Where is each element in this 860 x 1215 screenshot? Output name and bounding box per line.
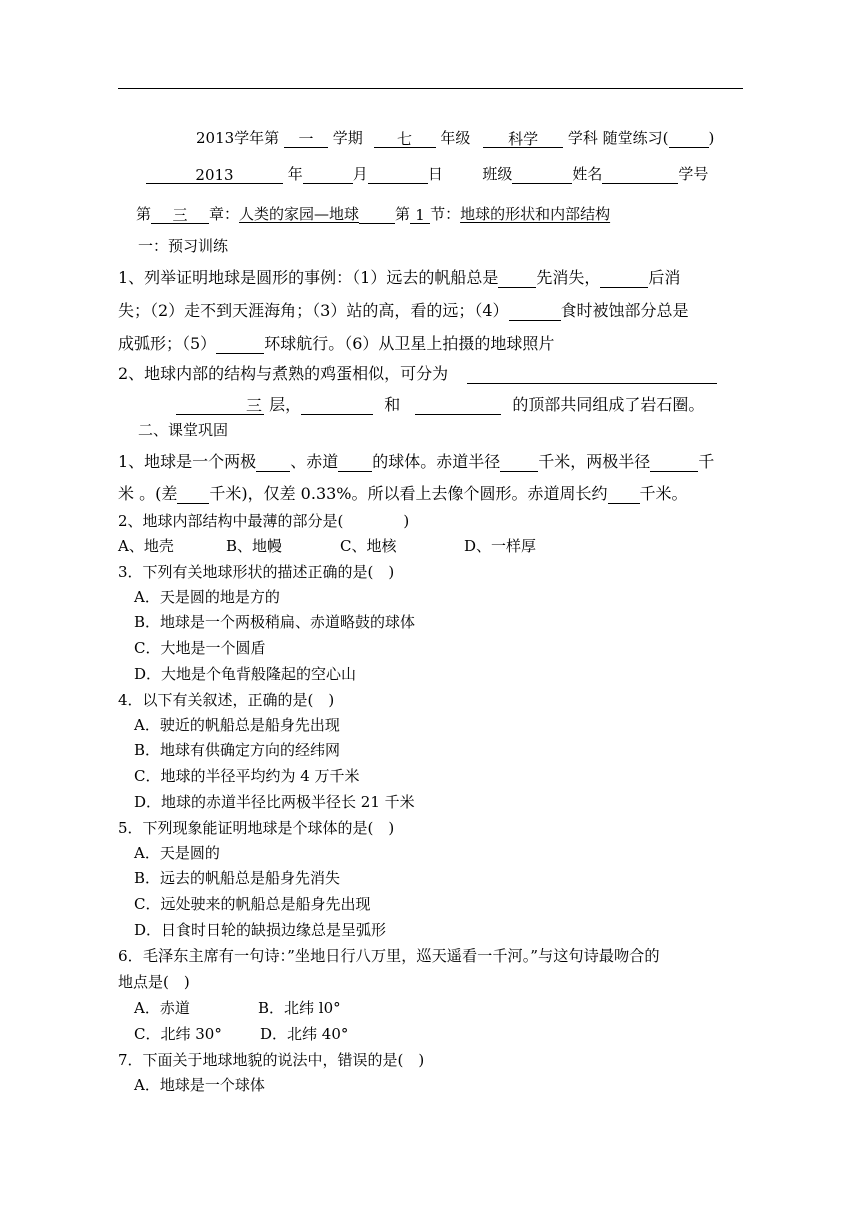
p2-q1-line2 — [118, 484, 748, 504]
section-jie: 节： — [430, 205, 461, 223]
p1-q1-line1 — [118, 268, 748, 288]
chapter-line — [136, 204, 766, 224]
subject-value: 科学 — [483, 129, 563, 148]
p1-q1-text-g: 环球航行。（6）从卫星上拍摄的地球照片 — [264, 334, 555, 353]
chapter-di: 第 — [136, 205, 152, 223]
p2-q2: 2、地球内部结构中最薄的部分是( ) — [118, 512, 410, 530]
header-line-2 — [146, 164, 776, 184]
p2-q1-text-d: 千米，两极半径 — [538, 452, 651, 471]
chapter-zhang: 章： — [209, 205, 240, 223]
p2-q1-text-c: 的球体。赤道半径 — [372, 452, 501, 471]
p1-q2-text-a: 2、地球内部的结构与煮熟的鸡蛋相似，可分为 — [118, 364, 449, 383]
term-label: 学期 — [332, 129, 363, 147]
class-label: 班级 — [482, 165, 513, 183]
option-d: D．地球的赤道半径比两极半径长 21 千米 — [134, 793, 415, 811]
option-d: D．北纬 40° — [260, 1025, 349, 1043]
p2-q1-text-b: 、赤道 — [290, 452, 339, 471]
header-line-1 — [196, 128, 826, 148]
p2-q1-line1 — [118, 452, 748, 472]
header-rule — [118, 88, 743, 89]
chapter-number: 三 — [151, 205, 209, 224]
option-d: D．大地是个龟背般隆起的空心山 — [134, 665, 357, 683]
p1-q1-text-c: 后消 — [648, 268, 681, 287]
p1-q1-text-b: 先消失， — [536, 268, 601, 287]
p1-q2-text-b: 层， — [269, 395, 302, 414]
grade-value: 七 — [374, 129, 436, 148]
p1-q2-text-d: 的顶部共同组成了岩石圈。 — [512, 395, 705, 414]
p2-q6-options-row2 — [134, 1024, 764, 1044]
p2-q2-options — [118, 536, 748, 556]
section-title: 地球的形状和内部结构 — [460, 205, 611, 223]
p2-q1-text-g: 千米)，仅差 0.33%。所以看上去像个圆形。赤道周长约 — [209, 484, 608, 503]
p2-q1-text-f: 米 。(差 — [118, 484, 178, 503]
year-label: 2013学年第 — [196, 129, 280, 147]
option-a: A．天是圆的 — [134, 844, 220, 862]
p2-q6-line1: 6．毛泽东主席有一句诗：”坐地日行八万里，巡天遥看一千河。”与这句诗最吻合的 — [118, 947, 660, 965]
p2-q7: 7．下面关于地球地貌的说法中，错误的是( ) — [118, 1051, 425, 1069]
day-char: 日 — [427, 165, 443, 183]
p1-q2-san: 三 — [176, 396, 264, 415]
close-paren: ) — [708, 129, 715, 147]
year-char: 年 — [287, 165, 303, 183]
p2-q6-options-row1 — [134, 998, 764, 1018]
p2-q5: 5．下列现象能证明地球是个球体的是( ) — [118, 819, 395, 837]
option-a: A．地球是一个球体 — [134, 1076, 265, 1094]
option-b: B．地球是一个两极稍扁、赤道略鼓的球体 — [134, 613, 416, 631]
section-number: 1 — [410, 205, 430, 224]
option-a: A．天是圆的地是方的 — [134, 588, 280, 606]
option-c: C．远处驶来的帆船总是船身先出现 — [134, 895, 371, 913]
option-b: B、地幔 — [226, 537, 283, 555]
month-char: 月 — [352, 165, 368, 183]
part2-heading: 二、课堂巩固 — [138, 421, 229, 439]
p1-q1-text-d: 失；（2）走不到天涯海角；（3）站的高，看的远；（4） — [118, 301, 509, 320]
option-a: A．驶近的帆船总是船身先出现 — [134, 716, 340, 734]
name-label: 姓名 — [572, 165, 603, 183]
section-di: 第 — [395, 205, 411, 223]
p2-q4: 4．以下有关叙述，正确的是( ) — [118, 691, 335, 709]
option-a: A．赤道 — [134, 999, 190, 1017]
id-label: 学号 — [678, 165, 709, 183]
grade-label: 年级 — [440, 129, 471, 147]
p2-q1-text-h: 千米。 — [639, 484, 688, 503]
option-b: B．地球有供确定方向的经纬网 — [134, 741, 341, 759]
p1-q1-line3 — [118, 334, 748, 354]
option-c: C．大地是一个圆盾 — [134, 639, 266, 657]
option-b: B．远去的帆船总是船身先消失 — [134, 869, 341, 887]
p1-q1-line2 — [118, 301, 748, 321]
subject-label: 学科 随堂练习( — [567, 129, 669, 147]
option-a: A、地壳 — [118, 537, 174, 555]
option-c: C、地核 — [340, 537, 397, 555]
p1-q1-text-a: 1、列举证明地球是圆形的事例：（1）远去的帆船总是 — [118, 268, 499, 287]
date-year: 2013 — [146, 165, 283, 184]
option-b: B．北纬 l0° — [258, 999, 341, 1017]
p1-q1-text-f: 成弧形；（5） — [118, 334, 217, 353]
p2-q6-line2: 地点是( ) — [118, 973, 190, 991]
option-d: D．日食时日轮的缺损边缘总是呈弧形 — [134, 921, 387, 939]
option-d: D、一样厚 — [464, 537, 537, 555]
option-c: C．北纬 30° — [134, 1025, 222, 1043]
p1-q2-line1 — [118, 364, 748, 384]
p2-q1-text-e: 千 — [698, 452, 715, 471]
chapter-title: 人类的家园—地球 — [239, 205, 360, 223]
p2-q1-text-a: 1、地球是一个两极 — [118, 452, 257, 471]
p2-q3: 3．下列有关地球形状的描述正确的是( ) — [118, 563, 395, 581]
term-value: 一 — [284, 129, 328, 148]
p1-q1-text-e: 食时被蚀部分总是 — [560, 301, 689, 320]
p1-q2-line2 — [176, 395, 806, 415]
part1-heading: 一：预习训练 — [138, 237, 229, 255]
option-c: C．地球的半径平均约为 4 万千米 — [134, 767, 360, 785]
p1-q2-text-c: 和 — [384, 395, 401, 414]
